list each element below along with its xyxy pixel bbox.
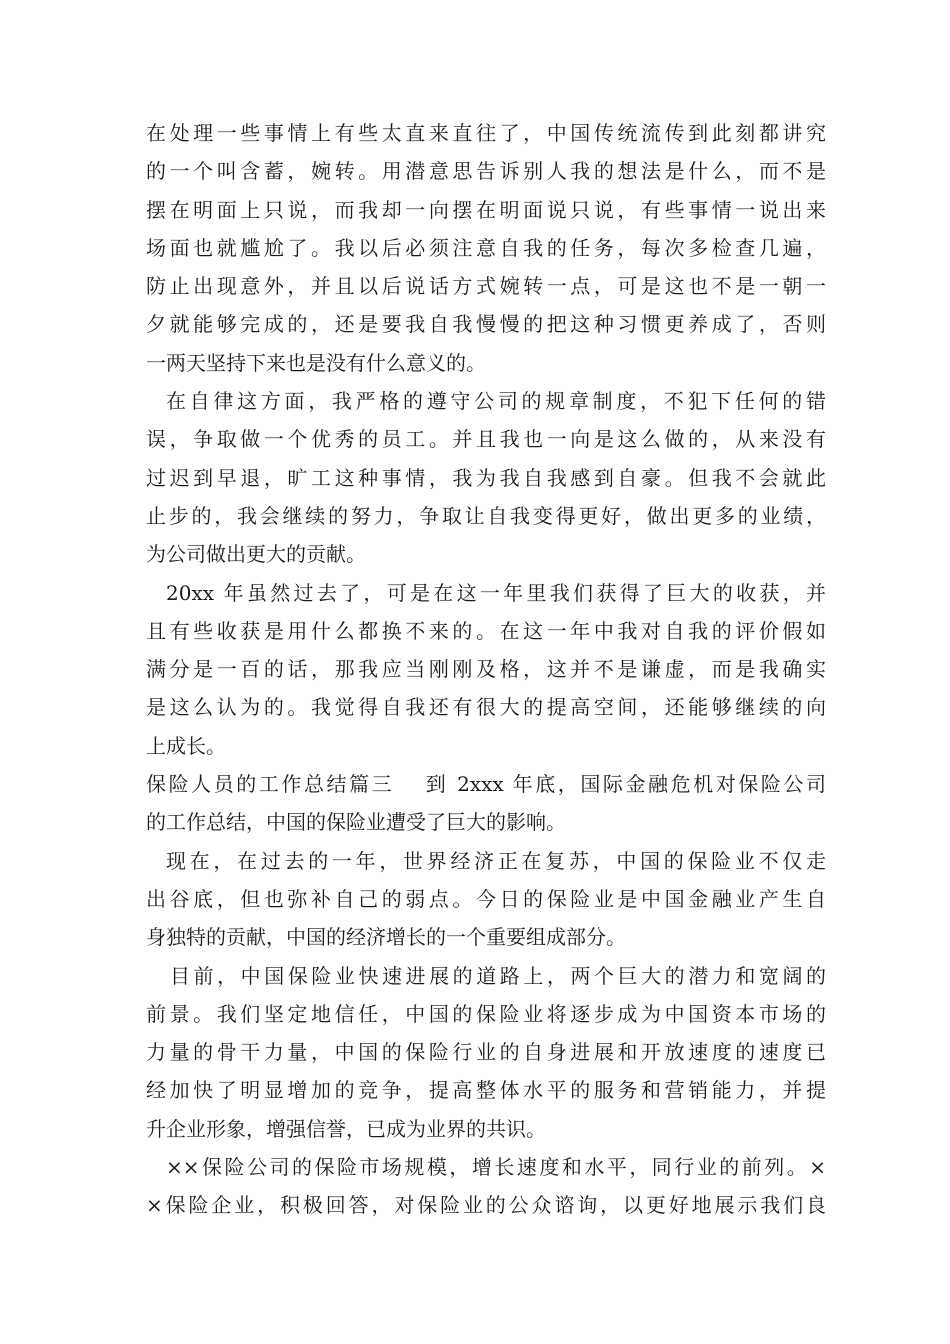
text-line: 的工作总结，中国的保险业遭受了巨大的影响。 [146, 810, 566, 835]
text-line: 止步的，我会继续的努力，争取让自我变得更好，做出更多的业绩， [146, 503, 826, 528]
text-line: 的一个叫含蓄，婉转。用潜意思告诉别人我的想法是什么，而不是 [146, 159, 826, 184]
text-line: 一两天坚持下来也是没有什么意义的。 [146, 350, 486, 375]
text-line: 且有些收获是用什么都换不来的。在这一年中我对自我的评价假如 [146, 618, 826, 643]
text-line: 过迟到早退，旷工这种事情，我为我自我感到自豪。但我不会就此 [146, 465, 826, 490]
text-line: 摆在明面上只说，而我却一向摆在明面说只说，有些事情一说出来 [146, 197, 826, 222]
text-line: 是这么认为的。我觉得自我还有很大的提高空间，还能够继续的向 [146, 695, 826, 720]
text-line: ×保险企业，积极回答，对保险业的公众谘询，以更好地展示我们良 [146, 1193, 826, 1218]
text-line: 现在，在过去的一年，世界经济正在复苏，中国的保险业不仅走 [166, 848, 826, 873]
text-line: 出谷底，但也弥补自己的弱点。今日的保险业是中国金融业产生自 [146, 886, 826, 911]
text-line: 满分是一百的话，那我应当刚刚及格，这并不是谦虚，而是我确实 [146, 657, 826, 682]
text-line: 升企业形象，增强信誉，已成为业界的共识。 [146, 1116, 546, 1141]
text-line: 为公司做出更大的贡献。 [146, 542, 366, 567]
text-line: 前景。我们坚定地信任，中国的保险业将逐步成为中国资本市场的 [146, 1001, 826, 1026]
text-line: 目前，中国保险业快速进展的道路上，两个巨大的潜力和宽阔的 [170, 963, 826, 988]
text-line: 经加快了明显增加的竞争，提高整体水平的服务和营销能力，并提 [146, 1078, 826, 1103]
text-line: 在处理一些事情上有些太直来直往了，中国传统流传到此刻都讲究 [146, 121, 826, 145]
text-line: 在自律这方面，我严格的遵守公司的规章制度，不犯下任何的错 [166, 389, 826, 414]
document-body [146, 114, 826, 1225]
text-line: 上成长。 [146, 733, 226, 758]
text-line: 身独特的贡献，中国的经济增长的一个重要组成部分。 [146, 925, 626, 950]
text-line: 夕就能够完成的，还是要我自我慢慢的把这种习惯更养成了，否则 [146, 312, 826, 337]
text-line: 20xx 年虽然过去了，可是在这一年里我们获得了巨大的收获，并 [166, 580, 826, 605]
text-line: 场面也就尴尬了。我以后必须注意自我的任务，每次多检查几遍， [146, 235, 826, 260]
text-line: ××保险公司的保险市场规模，增长速度和水平，同行业的前列。× [166, 1155, 826, 1180]
text-line: 防止出现意外，并且以后说话方式婉转一点，可是这也不是一朝一 [146, 274, 826, 299]
text-line: 误，争取做一个优秀的员工。并且我也一向是这么做的，从来没有 [146, 427, 826, 452]
text-line: 力量的骨干力量，中国的保险行业的自身进展和开放速度的速度已 [146, 1040, 826, 1065]
text-line: 保险人员的工作总结篇三 到 2xxx 年底，国际金融危机对保险公司 [146, 772, 826, 797]
